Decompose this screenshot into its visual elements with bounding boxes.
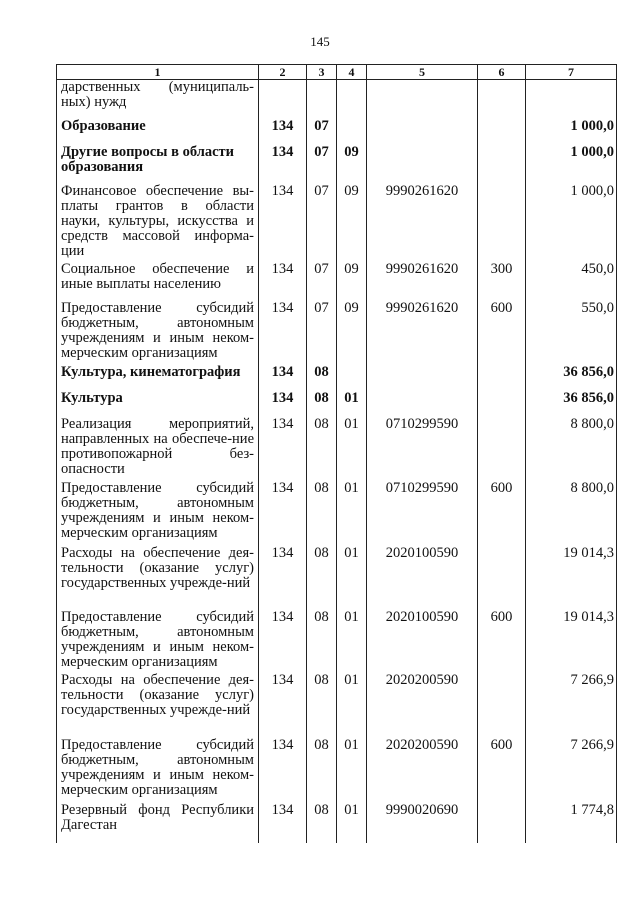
grbs-code-cell: 134 <box>259 546 307 610</box>
amount-cell: 8 800,0 <box>526 417 617 481</box>
section-code-cell: 08 <box>307 417 337 481</box>
amount-cell: 1 000,0 <box>526 119 617 145</box>
expense-type-cell <box>478 184 526 262</box>
grbs-code-cell: 134 <box>259 365 307 391</box>
column-header: 3 <box>307 65 337 80</box>
column-header: 2 <box>259 65 307 80</box>
amount-cell: 7 266,9 <box>526 673 617 738</box>
table-row <box>57 301 617 365</box>
table-row <box>57 262 617 301</box>
target-article-cell <box>367 391 478 417</box>
subsection-code-cell <box>337 119 367 145</box>
amount-cell: 1 000,0 <box>526 145 617 184</box>
row-name-cell: Расходы на обеспечение дея-тельности (оказание услуг) государственных учрежде-ний <box>57 673 259 738</box>
section-code-cell: 07 <box>307 119 337 145</box>
grbs-code-cell: 134 <box>259 673 307 738</box>
amount-cell: 19 014,3 <box>526 546 617 610</box>
subsection-code-cell: 01 <box>337 803 367 843</box>
subsection-code-cell: 09 <box>337 262 367 301</box>
column-header: 7 <box>526 65 617 80</box>
subsection-code-cell: 01 <box>337 546 367 610</box>
header-row <box>57 65 617 80</box>
target-article-cell <box>367 80 478 119</box>
target-article-cell: 0710299590 <box>367 417 478 481</box>
section-code-cell: 08 <box>307 391 337 417</box>
grbs-code-cell: 134 <box>259 184 307 262</box>
column-header: 5 <box>367 65 478 80</box>
target-article-cell: 2020100590 <box>367 546 478 610</box>
section-code-cell: 07 <box>307 145 337 184</box>
subsection-code-cell: 01 <box>337 738 367 803</box>
grbs-code-cell: 134 <box>259 391 307 417</box>
amount-cell: 7 266,9 <box>526 738 617 803</box>
row-name-cell: Другие вопросы в области образования <box>57 145 259 184</box>
expense-type-cell <box>478 365 526 391</box>
expense-type-cell: 600 <box>478 738 526 803</box>
expense-type-cell <box>478 391 526 417</box>
expense-type-cell: 600 <box>478 610 526 673</box>
grbs-code-cell: 134 <box>259 119 307 145</box>
section-code-cell: 07 <box>307 301 337 365</box>
column-header: 4 <box>337 65 367 80</box>
column-header: 1 <box>57 65 259 80</box>
table-row <box>57 546 617 610</box>
expense-type-cell: 600 <box>478 481 526 546</box>
target-article-cell <box>367 119 478 145</box>
section-code-cell: 08 <box>307 738 337 803</box>
subsection-code-cell: 01 <box>337 610 367 673</box>
section-code-cell: 07 <box>307 262 337 301</box>
subsection-code-cell: 01 <box>337 481 367 546</box>
expense-type-cell <box>478 673 526 738</box>
target-article-cell: 9990261620 <box>367 184 478 262</box>
row-name-cell: Предоставление субсидий бюджетным, автономным учреждениям и иным неком-мерческим организациям <box>57 481 259 546</box>
target-article-cell <box>367 145 478 184</box>
section-code-cell: 08 <box>307 610 337 673</box>
table-row <box>57 80 617 119</box>
target-article-cell: 2020200590 <box>367 738 478 803</box>
expense-type-cell <box>478 417 526 481</box>
table-row <box>57 803 617 843</box>
grbs-code-cell <box>259 80 307 119</box>
target-article-cell: 9990261620 <box>367 262 478 301</box>
target-article-cell: 0710299590 <box>367 481 478 546</box>
row-name-cell: Финансовое обеспечение вы-платы грантов в области науки, культуры, искусства и средств массовой информа-ции <box>57 184 259 262</box>
column-header: 6 <box>478 65 526 80</box>
grbs-code-cell: 134 <box>259 738 307 803</box>
expense-type-cell <box>478 546 526 610</box>
subsection-code-cell: 09 <box>337 184 367 262</box>
section-code-cell: 08 <box>307 673 337 738</box>
target-article-cell: 2020100590 <box>367 610 478 673</box>
row-name-cell: Резервный фонд Республики Дагестан <box>57 803 259 843</box>
row-name-cell: Предоставление субсидий бюджетным, автономным учреждениям и иным неком-мерческим организациям <box>57 610 259 673</box>
row-name-cell: дарственных (муниципаль-ных) нужд <box>57 80 259 119</box>
section-code-cell: 08 <box>307 481 337 546</box>
subsection-code-cell: 09 <box>337 301 367 365</box>
expense-type-cell <box>478 119 526 145</box>
amount-cell: 1 774,8 <box>526 803 617 843</box>
section-code-cell: 08 <box>307 365 337 391</box>
table-row <box>57 145 617 184</box>
target-article-cell: 9990261620 <box>367 301 478 365</box>
table-row <box>57 119 617 145</box>
grbs-code-cell: 134 <box>259 301 307 365</box>
row-name-cell: Предоставление субсидий бюджетным, автономным учреждениям и иным неком-мерческим организациям <box>57 738 259 803</box>
expense-type-cell: 300 <box>478 262 526 301</box>
amount-cell: 36 856,0 <box>526 365 617 391</box>
expense-type-cell <box>478 145 526 184</box>
grbs-code-cell: 134 <box>259 145 307 184</box>
page-number: 145 <box>310 34 330 49</box>
amount-cell: 36 856,0 <box>526 391 617 417</box>
row-name-cell: Социальное обеспечение и иные выплаты населению <box>57 262 259 301</box>
grbs-code-cell: 134 <box>259 262 307 301</box>
table-row <box>57 738 617 803</box>
amount-cell: 450,0 <box>526 262 617 301</box>
grbs-code-cell: 134 <box>259 481 307 546</box>
subsection-code-cell: 09 <box>337 145 367 184</box>
amount-cell <box>526 80 617 119</box>
row-name-cell: Образование <box>57 119 259 145</box>
target-article-cell <box>367 365 478 391</box>
section-code-cell: 08 <box>307 546 337 610</box>
expense-type-cell <box>478 80 526 119</box>
row-name-cell: Культура, кинематография <box>57 365 259 391</box>
row-name-cell: Культура <box>57 391 259 417</box>
section-code-cell <box>307 80 337 119</box>
subsection-code-cell: 01 <box>337 391 367 417</box>
table-row <box>57 610 617 673</box>
amount-cell: 8 800,0 <box>526 481 617 546</box>
budget-table <box>56 64 617 843</box>
table-row <box>57 481 617 546</box>
subsection-code-cell <box>337 80 367 119</box>
table-row <box>57 391 617 417</box>
grbs-code-cell: 134 <box>259 417 307 481</box>
section-code-cell: 07 <box>307 184 337 262</box>
subsection-code-cell: 01 <box>337 417 367 481</box>
subsection-code-cell <box>337 365 367 391</box>
table-row <box>57 365 617 391</box>
expense-type-cell <box>478 803 526 843</box>
subsection-code-cell: 01 <box>337 673 367 738</box>
row-name-cell: Предоставление субсидий бюджетным, автономным учреждениям и иным неком-мерческим организациям <box>57 301 259 365</box>
amount-cell: 19 014,3 <box>526 610 617 673</box>
grbs-code-cell: 134 <box>259 803 307 843</box>
table-row <box>57 417 617 481</box>
row-name-cell: Реализация мероприятий, направленных на обеспече-ние противопожарной без-опасности <box>57 417 259 481</box>
target-article-cell: 2020200590 <box>367 673 478 738</box>
table-row <box>57 673 617 738</box>
row-name-cell: Расходы на обеспечение дея-тельности (оказание услуг) государственных учрежде-ний <box>57 546 259 610</box>
amount-cell: 550,0 <box>526 301 617 365</box>
expense-type-cell: 600 <box>478 301 526 365</box>
table-row <box>57 184 617 262</box>
target-article-cell: 9990020690 <box>367 803 478 843</box>
grbs-code-cell: 134 <box>259 610 307 673</box>
section-code-cell: 08 <box>307 803 337 843</box>
amount-cell: 1 000,0 <box>526 184 617 262</box>
